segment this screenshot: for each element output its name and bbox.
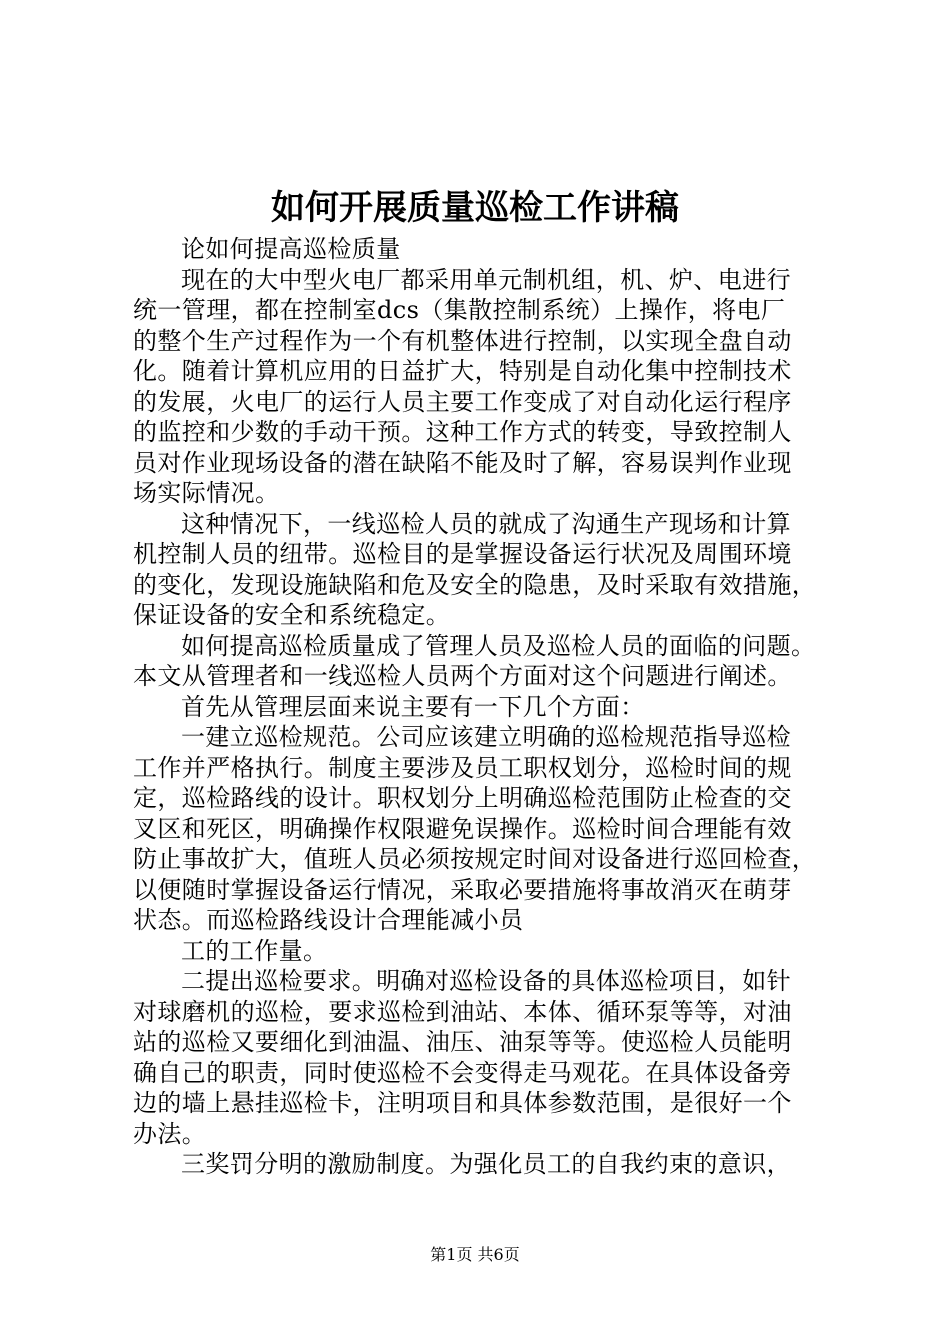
document-body <box>133 234 853 1180</box>
text-line: 现在的大中型火电厂都采用单元制机组，机、炉、电进行 <box>181 265 791 294</box>
text-line: 一建立巡检规范。公司应该建立明确的巡检规范指导巡检 <box>181 723 791 751</box>
text-line: 化。随着计算机应用的日益扩大，特别是自动化集中控制技术 <box>133 357 792 385</box>
text-line: 对球磨机的巡检，要求巡检到油站、本体、循环泵等等，对油 <box>133 997 792 1026</box>
text-line: 工作并严格执行。制度主要涉及员工职权划分，巡检时间的规 <box>133 753 792 782</box>
text-line: 论如何提高巡检质量 <box>181 235 401 263</box>
text-line: 定，巡检路线的设计。职权划分上明确巡检范围防止检查的交 <box>133 784 792 812</box>
text-line: 如何提高巡检质量成了管理人员及巡检人员的面临的问题。 <box>181 631 816 660</box>
text-line: 统一管理，都在控制室dcs（集散控制系统）上操作，将电厂 <box>133 296 786 324</box>
text-line: 场实际情况。 <box>133 479 280 507</box>
text-line: 办法。 <box>133 1119 207 1148</box>
text-line: 的发展，火电厂的运行人员主要工作变成了对自动化运行程序 <box>133 387 792 416</box>
text-line: 的变化，发现设施缺陷和危及安全的隐患，及时采取有效措施， <box>133 570 817 599</box>
text-line: 这种情况下，一线巡检人员的就成了沟通生产现场和计算 <box>181 509 791 538</box>
text-line: 三奖罚分明的激励制度。为强化员工的自我约束的意识， <box>181 1150 791 1178</box>
text-line: 的监控和少数的手动干预。这种工作方式的转变，导致控制人 <box>133 418 792 446</box>
text-line: 保证设备的安全和系统稳定。 <box>133 601 451 629</box>
text-line: 二提出巡检要求。明确对巡检设备的具体巡检项目，如针 <box>181 967 791 995</box>
text-line: 确自己的职责，同时使巡检不会变得走马观花。在具体设备旁 <box>133 1058 792 1087</box>
text-line: 员对作业现场设备的潜在缺陷不能及时了解，容易误判作业现 <box>133 448 792 477</box>
text-line: 机控制人员的纽带。巡检目的是掌握设备运行状况及周围环境 <box>133 540 792 568</box>
text-line: 防止事故扩大，值班人员必须按规定时间对设备进行巡回检查， <box>133 845 817 873</box>
text-line: 首先从管理层面来说主要有一下几个方面： <box>181 692 645 721</box>
text-line: 站的巡检又要细化到油温、油压、油泵等等。使巡检人员能明 <box>133 1028 792 1056</box>
text-line: 状态。而巡检路线设计合理能减小员 <box>133 906 524 934</box>
text-line: 的整个生产过程作为一个有机整体进行控制，以实现全盘自动 <box>133 326 792 355</box>
text-line: 叉区和死区，明确操作权限避免误操作。巡检时间合理能有效 <box>133 814 792 843</box>
text-line: 本文从管理者和一线巡检人员两个方面对这个问题进行阐述。 <box>133 662 792 690</box>
text-line: 边的墙上悬挂巡检卡，注明项目和具体参数范围，是很好一个 <box>133 1089 792 1117</box>
document-title: 如何开展质量巡检工作讲稿 <box>271 188 679 228</box>
page-footer: 第1页 共6页 <box>430 1245 520 1264</box>
text-line: 以便随时掌握设备运行情况，采取必要措施将事故消灭在萌芽 <box>133 875 792 904</box>
text-line: 工的工作量。 <box>181 936 328 965</box>
